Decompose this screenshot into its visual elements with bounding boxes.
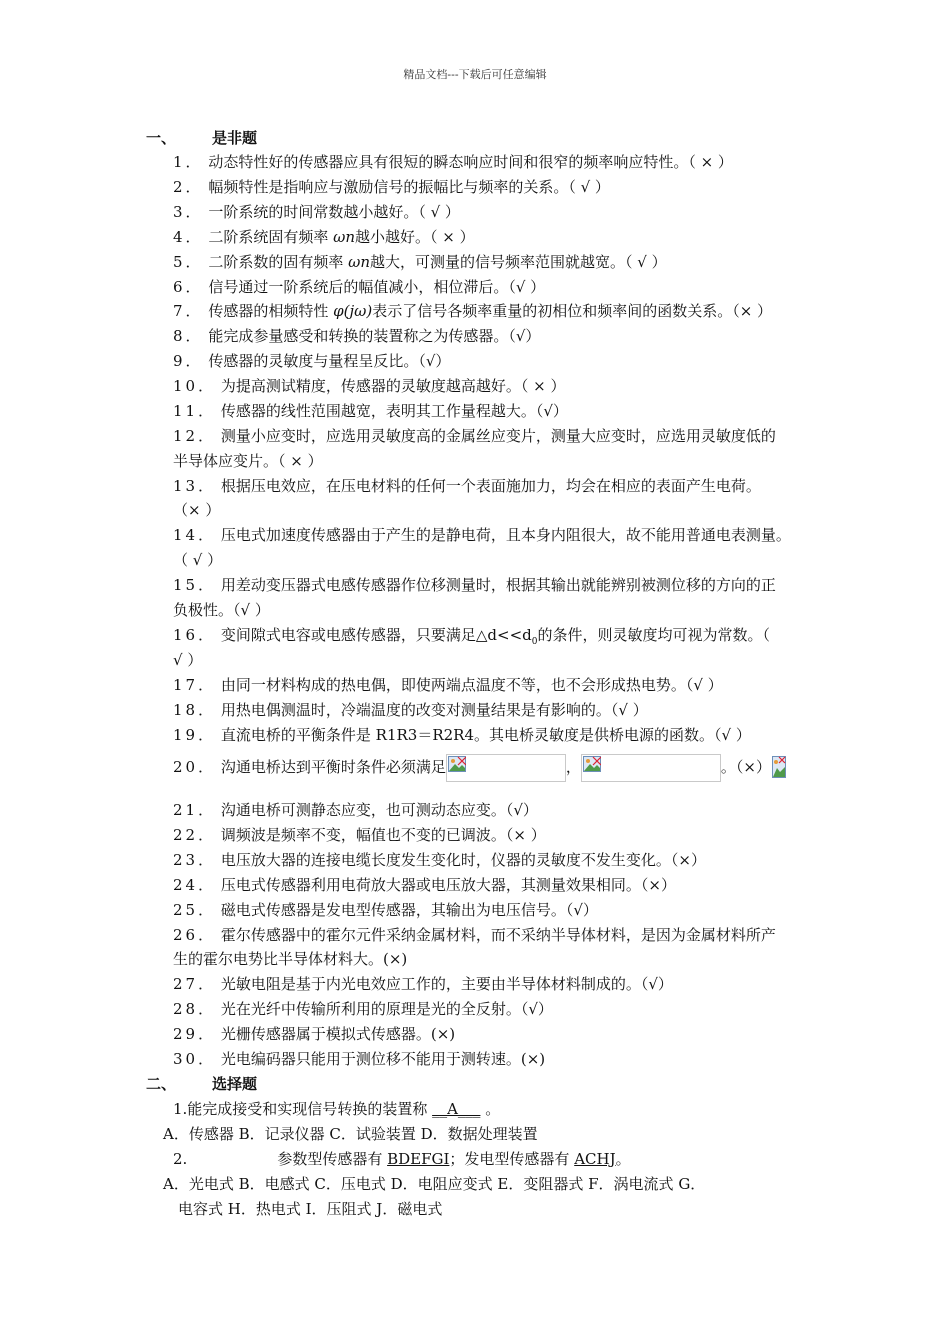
question-19: 19． 直流电桥的平衡条件是 R1R3＝R2R4。其电桥灵敏度是供桥电源的函数。（√ ）: [173, 726, 751, 744]
question-15-continued: 负极性。（√ ）: [173, 601, 270, 619]
section-title: 选择题: [212, 1075, 258, 1093]
question-20: 20． 沟通电桥达到平衡时条件必须满足 ， 。（×）: [173, 754, 785, 782]
question-30: 30． 光电编码器只能用于测位移不能用于测转速。(×): [173, 1050, 546, 1068]
section-number: 二、: [146, 1075, 177, 1093]
omega-n-symbol: ωn: [333, 228, 356, 246]
answer-blank: BDEFGI: [387, 1150, 450, 1168]
question-26-continued: 生的霍尔电势比半导体材料大。(×): [173, 950, 408, 968]
page-header: 精品文档---下载后可任意编辑: [403, 68, 547, 81]
question-29: 29． 光栅传感器属于模拟式传感器。(×): [173, 1025, 456, 1043]
broken-formula-image: [581, 754, 721, 782]
question-12: 12． 测量小应变时，应选用灵敏度高的金属丝应变片，测量大应变时，应选用灵敏度低的: [173, 427, 776, 445]
question-4: 4． 二阶系统固有频率 ωn越小越好。（ × ）: [173, 228, 475, 246]
question-11: 11． 传感器的线性范围越宽，表明其工作量程越大。（√）: [173, 402, 568, 420]
question-6: 6． 信号通过一阶系统后的幅值减小，相位滞后。（√ ）: [173, 278, 546, 296]
omega-n-symbol: ωn: [348, 253, 371, 271]
question-25: 25． 磁电式传感器是发电型传感器，其输出为电压信号。（√）: [173, 901, 598, 919]
question-27: 27． 光敏电阻是基于内光电效应工作的，主要由半导体材料制成的。（√）: [173, 975, 673, 993]
choice-question-1-options: A．传感器 B．记录仪器 C．试验装置 D．数据处理装置: [163, 1125, 538, 1143]
question-23: 23． 电压放大器的连接电缆长度发生变化时，仪器的灵敏度不发生变化。（×）: [173, 851, 706, 869]
question-18: 18． 用热电偶测温时，冷端温度的改变对测量结果是有影响的。（√ ）: [173, 701, 648, 719]
question-22: 22． 调频波是频率不变，幅值也不变的已调波。（× ）: [173, 826, 546, 844]
question-1: 1． 动态特性好的传感器应具有很短的瞬态响应时间和很窄的频率响应特性。（ × ）: [173, 153, 733, 171]
broken-image-icon: [583, 756, 601, 772]
question-12-continued: 半导体应变片。（ × ）: [173, 452, 323, 470]
choice-question-2-options-continued: 电容式 H．热电式 I．压阻式 J．磁电式: [178, 1200, 443, 1218]
section-2-heading: [146, 1073, 257, 1094]
question-16: 16． 变间隙式电容或电感传感器，只要满足$\triangle d<<d_0$的条件，则灵敏度均可视为常数。（: [173, 626, 771, 647]
question-2: 2． 幅频特性是指响应与激励信号的振幅比与频率的关系。（ √ ）: [173, 178, 610, 196]
choice-question-2: 2. 参数型传感器有 BDEFGI；发电型传感器有 ACHJ。: [173, 1150, 631, 1168]
question-14: 14． 压电式加速度传感器由于产生的是静电荷，且本身内阻很大，故不能用普通电表测量。: [173, 526, 791, 544]
question-15: 15． 用差动变压器式电感传感器作位移测量时，根据其输出就能辨别被测位移的方向的正: [173, 576, 776, 594]
question-8: 8． 能完成参量感受和转换的装置称之为传感器。（√）: [173, 327, 541, 345]
choice-question-2-options: A．光电式 B．电感式 C．压电式 D．电阻应变式 E．变阻器式 F．涡电流式 G．: [163, 1175, 706, 1193]
question-26: 26． 霍尔传感器中的霍尔元件采纳金属材料，而不采纳半导体材料，是因为金属材料所产: [173, 926, 776, 944]
section-1-heading: [146, 127, 257, 148]
question-16-continued: √ ）: [173, 651, 203, 669]
question-21: 21． 沟通电桥可测静态应变，也可测动态应变。（√）: [173, 801, 538, 819]
question-7: 7． 传感器的相频特性 φ(jω)表示了信号各频率重量的初相位和频率间的函数关系。（× ）: [173, 302, 773, 320]
section-title: 是非题: [212, 129, 258, 147]
question-24: 24． 压电式传感器利用电荷放大器或电压放大器，其测量效果相同。（×）: [173, 876, 676, 894]
broken-image-icon: [448, 756, 466, 772]
choice-question-1: 1.能完成接受和实现信号转换的装置称 __A___ 。: [173, 1100, 501, 1118]
broken-image: [771, 755, 785, 781]
section-number: 一、: [146, 129, 177, 147]
question-14-continued: （ √ ）: [173, 551, 223, 569]
question-13-continued: （× ）: [173, 501, 221, 519]
question-13: 13． 根据压电效应，在压电材料的任何一个表面施加力，均会在相应的表面产生电荷。: [173, 477, 761, 495]
answer-blank: __A___: [432, 1100, 481, 1118]
question-3: 3． 一阶系统的时间常数越小越好。（ √ ）: [173, 203, 460, 221]
question-9: 9． 传感器的灵敏度与量程呈反比。（√）: [173, 352, 451, 370]
broken-image-icon: [772, 756, 786, 778]
answer-blank: ACHJ: [574, 1150, 616, 1168]
question-5: 5． 二阶系数的固有频率 ωn越大，可测量的信号频率范围就越宽。（ √ ）: [173, 253, 667, 271]
phi-symbol: φ(jω): [333, 302, 373, 320]
question-17: 17． 由同一材料构成的热电偶，即使两端点温度不等，也不会形成热电势。（√ ）: [173, 676, 723, 694]
question-10: 10． 为提高测试精度，传感器的灵敏度越高越好。（ × ）: [173, 377, 566, 395]
question-28: 28． 光在光纤中传输所利用的原理是光的全反射。（√）: [173, 1000, 553, 1018]
broken-formula-image: [446, 754, 566, 782]
